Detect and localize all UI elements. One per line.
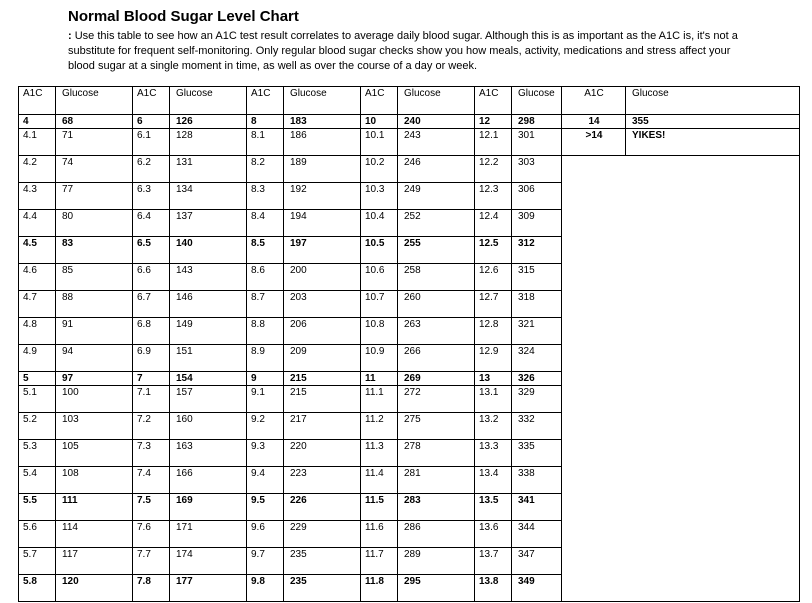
glucose-cell: 220: [284, 440, 361, 467]
glucose-cell: 134: [170, 183, 247, 210]
header-a1c: A1C: [247, 87, 284, 115]
glucose-cell: 324: [512, 345, 562, 372]
a1c-cell: 12.4: [475, 210, 512, 237]
a1c-cell: 12.2: [475, 156, 512, 183]
a1c-cell: 11.8: [361, 575, 398, 602]
table-row: [19, 129, 800, 156]
a1c-cell: 8.1: [247, 129, 284, 156]
a1c-cell: 11.4: [361, 467, 398, 494]
glucose-cell: 347: [512, 548, 562, 575]
header-a1c: A1C: [19, 87, 56, 115]
glucose-cell: 215: [284, 372, 361, 386]
glucose-cell: 295: [398, 575, 475, 602]
a1c-cell: 4.8: [19, 318, 56, 345]
a1c-cell: 6.7: [133, 291, 170, 318]
glucose-cell: 166: [170, 467, 247, 494]
glucose-cell: 258: [398, 264, 475, 291]
a1c-cell: 8: [247, 115, 284, 129]
a1c-cell: 7: [133, 372, 170, 386]
glucose-cell: 215: [284, 386, 361, 413]
a1c-cell: 5.6: [19, 521, 56, 548]
a1c-cell: 13: [475, 372, 512, 386]
a1c-cell: 13.8: [475, 575, 512, 602]
description: [68, 29, 758, 74]
a1c-cell: 12.6: [475, 264, 512, 291]
a1c-cell: 13.3: [475, 440, 512, 467]
a1c-cell: 5.8: [19, 575, 56, 602]
glucose-cell: 255: [398, 237, 475, 264]
glucose-cell: 298: [512, 115, 562, 129]
a1c-cell: 13.4: [475, 467, 512, 494]
a1c-cell: 8.4: [247, 210, 284, 237]
a1c-cell: 9: [247, 372, 284, 386]
a1c-cell: 6.1: [133, 129, 170, 156]
a1c-cell: 9.4: [247, 467, 284, 494]
glucose-cell: 94: [56, 345, 133, 372]
a1c-cell: 6.3: [133, 183, 170, 210]
glucose-cell: 315: [512, 264, 562, 291]
glucose-cell: 149: [170, 318, 247, 345]
glucose-cell: 301: [512, 129, 562, 156]
empty-block: [562, 156, 800, 602]
glucose-cell: 252: [398, 210, 475, 237]
a1c-cell: 10.7: [361, 291, 398, 318]
glucose-cell: 146: [170, 291, 247, 318]
a1c-cell: 13.7: [475, 548, 512, 575]
a1c-cell: 12: [475, 115, 512, 129]
a1c-cell: 11.7: [361, 548, 398, 575]
glucose-cell: 341: [512, 494, 562, 521]
glucose-cell: 260: [398, 291, 475, 318]
glucose-cell: 318: [512, 291, 562, 318]
glucose-cell: 88: [56, 291, 133, 318]
glucose-cell: 91: [56, 318, 133, 345]
header-glucose: Glucose: [512, 87, 562, 115]
a1c-cell: 4.3: [19, 183, 56, 210]
glucose-cell: 289: [398, 548, 475, 575]
glucose-cell: 329: [512, 386, 562, 413]
glucose-cell: 97: [56, 372, 133, 386]
glucose-cell: 272: [398, 386, 475, 413]
a1c-cell: 9.8: [247, 575, 284, 602]
a1c-cell: 12.1: [475, 129, 512, 156]
header-glucose: Glucose: [398, 87, 475, 115]
header-a1c: A1C: [361, 87, 398, 115]
glucose-cell: 80: [56, 210, 133, 237]
glucose-cell: 200: [284, 264, 361, 291]
glucose-cell: 74: [56, 156, 133, 183]
a1c-cell: 9.7: [247, 548, 284, 575]
a1c-cell: 4.5: [19, 237, 56, 264]
a1c-cell: 11.2: [361, 413, 398, 440]
a1c-cell: 4.9: [19, 345, 56, 372]
a1c-cell: 10.1: [361, 129, 398, 156]
glucose-cell: 151: [170, 345, 247, 372]
description-lead: :: [68, 30, 72, 42]
a1c-cell: 13.1: [475, 386, 512, 413]
a1c-cell: 4.1: [19, 129, 56, 156]
glucose-cell: 111: [56, 494, 133, 521]
a1c-cell: 5.2: [19, 413, 56, 440]
a1c-cell: 12.9: [475, 345, 512, 372]
glucose-cell: 223: [284, 467, 361, 494]
page-title: Normal Blood Sugar Level Chart: [68, 8, 299, 25]
glucose-cell: 332: [512, 413, 562, 440]
header-glucose: Glucose: [284, 87, 361, 115]
glucose-cell: 105: [56, 440, 133, 467]
glucose-cell: 344: [512, 521, 562, 548]
a1c-cell: 8.7: [247, 291, 284, 318]
glucose-cell: 203: [284, 291, 361, 318]
glucose-cell: 249: [398, 183, 475, 210]
glucose-cell: 263: [398, 318, 475, 345]
a1c-cell: 5.3: [19, 440, 56, 467]
a1c-cell: 12.5: [475, 237, 512, 264]
a1c-cell: 5.4: [19, 467, 56, 494]
glucose-cell: 286: [398, 521, 475, 548]
a1c-cell: 13.5: [475, 494, 512, 521]
a1c-cell: 4.6: [19, 264, 56, 291]
glucose-cell: 157: [170, 386, 247, 413]
a1c-cell: 5: [19, 372, 56, 386]
glucose-cell: 108: [56, 467, 133, 494]
a1c-cell: 12.3: [475, 183, 512, 210]
glucose-cell: 154: [170, 372, 247, 386]
a1c-cell: 7.1: [133, 386, 170, 413]
a1c-cell: 11.6: [361, 521, 398, 548]
a1c-cell: 4.7: [19, 291, 56, 318]
glucose-cell: 226: [284, 494, 361, 521]
glucose-cell: 243: [398, 129, 475, 156]
a1c-cell: 9.2: [247, 413, 284, 440]
header-a1c: A1C: [133, 87, 170, 115]
glucose-cell: 192: [284, 183, 361, 210]
a1c-cell: 14: [562, 115, 626, 129]
a1c-cell: 10.3: [361, 183, 398, 210]
glucose-cell: 321: [512, 318, 562, 345]
glucose-cell: 143: [170, 264, 247, 291]
glucose-cell: 100: [56, 386, 133, 413]
glucose-cell: 114: [56, 521, 133, 548]
glucose-cell: 229: [284, 521, 361, 548]
a1c-cell: 11.1: [361, 386, 398, 413]
a1c-cell: 12.7: [475, 291, 512, 318]
header-a1c: A1C: [562, 87, 626, 115]
a1c-cell: 13.2: [475, 413, 512, 440]
glucose-cell: 278: [398, 440, 475, 467]
glucose-cell: 266: [398, 345, 475, 372]
a1c-cell: 6.8: [133, 318, 170, 345]
a1c-cell: 11.5: [361, 494, 398, 521]
glucose-cell: 309: [512, 210, 562, 237]
glucose-cell: 77: [56, 183, 133, 210]
glucose-cell: 163: [170, 440, 247, 467]
glucose-cell: 85: [56, 264, 133, 291]
a1c-cell: 10: [361, 115, 398, 129]
header-glucose: Glucose: [56, 87, 133, 115]
a1c-cell: >14: [562, 129, 626, 156]
glucose-cell: 126: [170, 115, 247, 129]
glucose-cell: 240: [398, 115, 475, 129]
a1c-cell: 4.4: [19, 210, 56, 237]
a1c-cell: 11: [361, 372, 398, 386]
glucose-cell: 335: [512, 440, 562, 467]
glucose-cell: 206: [284, 318, 361, 345]
glucose-cell: 169: [170, 494, 247, 521]
glucose-cell: 137: [170, 210, 247, 237]
glucose-cell: 312: [512, 237, 562, 264]
glucose-cell: 171: [170, 521, 247, 548]
glucose-cell: 209: [284, 345, 361, 372]
a1c-cell: 5.5: [19, 494, 56, 521]
a1c-cell: 6.9: [133, 345, 170, 372]
glucose-cell: 131: [170, 156, 247, 183]
a1c-cell: 7.7: [133, 548, 170, 575]
a1c-cell: 8.3: [247, 183, 284, 210]
a1c-cell: 10.4: [361, 210, 398, 237]
a1c-cell: 5.7: [19, 548, 56, 575]
a1c-cell: 7.2: [133, 413, 170, 440]
a1c-cell: 6.6: [133, 264, 170, 291]
a1c-cell: 8.5: [247, 237, 284, 264]
glucose-cell: 275: [398, 413, 475, 440]
a1c-cell: 6: [133, 115, 170, 129]
glucose-cell: 355: [626, 115, 800, 129]
glucose-cell: 235: [284, 575, 361, 602]
glucose-cell: 103: [56, 413, 133, 440]
glucose-cell: 194: [284, 210, 361, 237]
glucose-cell: 68: [56, 115, 133, 129]
glucose-cell: 197: [284, 237, 361, 264]
glucose-cell: 186: [284, 129, 361, 156]
a1c-cell: 5.1: [19, 386, 56, 413]
a1c-cell: 10.6: [361, 264, 398, 291]
glucose-cell: 306: [512, 183, 562, 210]
a1c-cell: 7.3: [133, 440, 170, 467]
glucose-cell: 189: [284, 156, 361, 183]
a1c-cell: 8.6: [247, 264, 284, 291]
glucose-cell: 183: [284, 115, 361, 129]
a1c-cell: 6.2: [133, 156, 170, 183]
table-row: [19, 115, 800, 129]
glucose-cell: 235: [284, 548, 361, 575]
a1c-cell: 9.1: [247, 386, 284, 413]
a1c-cell: 9.3: [247, 440, 284, 467]
glucose-cell: 283: [398, 494, 475, 521]
a1c-cell: 4: [19, 115, 56, 129]
description-text: Use this table to see how an A1C test result correlates to average daily blood sugar. Although this is as important as the A1C is, it's not a substitute for frequent self-monitoring. Only regular blood sugar checks show you how meals, activity, medications and stress affect your blood sugar at a single moment in time, as well as over the course of a day or week.: [68, 30, 738, 72]
glucose-cell: 217: [284, 413, 361, 440]
glucose-cell: 83: [56, 237, 133, 264]
glucose-cell: 117: [56, 548, 133, 575]
glucose-cell: 269: [398, 372, 475, 386]
a1c-cell: 6.5: [133, 237, 170, 264]
glucose-cell: 349: [512, 575, 562, 602]
glucose-cell: 338: [512, 467, 562, 494]
table-body: [19, 115, 800, 602]
a1c-cell: 11.3: [361, 440, 398, 467]
table-row: [19, 156, 800, 183]
a1c-cell: 7.8: [133, 575, 170, 602]
header-a1c: A1C: [475, 87, 512, 115]
glucose-cell: 246: [398, 156, 475, 183]
glucose-cell: 177: [170, 575, 247, 602]
glucose-cell: 140: [170, 237, 247, 264]
a1c-cell: 8.2: [247, 156, 284, 183]
a1c-glucose-table: [18, 86, 800, 602]
a1c-cell: 8.9: [247, 345, 284, 372]
a1c-cell: 13.6: [475, 521, 512, 548]
glucose-cell: 174: [170, 548, 247, 575]
a1c-cell: 7.4: [133, 467, 170, 494]
a1c-cell: 8.8: [247, 318, 284, 345]
header-row: [19, 87, 800, 115]
glucose-cell: 120: [56, 575, 133, 602]
a1c-cell: 9.6: [247, 521, 284, 548]
glucose-cell: YIKES!: [626, 129, 800, 156]
a1c-cell: 7.6: [133, 521, 170, 548]
a1c-cell: 6.4: [133, 210, 170, 237]
a1c-cell: 10.9: [361, 345, 398, 372]
glucose-cell: 326: [512, 372, 562, 386]
a1c-cell: 10.2: [361, 156, 398, 183]
a1c-cell: 10.8: [361, 318, 398, 345]
a1c-cell: 9.5: [247, 494, 284, 521]
glucose-cell: 303: [512, 156, 562, 183]
glucose-cell: 128: [170, 129, 247, 156]
a1c-cell: 10.5: [361, 237, 398, 264]
a1c-cell: 4.2: [19, 156, 56, 183]
header-glucose: Glucose: [626, 87, 800, 115]
a1c-cell: 12.8: [475, 318, 512, 345]
glucose-cell: 71: [56, 129, 133, 156]
header-glucose: Glucose: [170, 87, 247, 115]
glucose-cell: 281: [398, 467, 475, 494]
a1c-cell: 7.5: [133, 494, 170, 521]
glucose-cell: 160: [170, 413, 247, 440]
